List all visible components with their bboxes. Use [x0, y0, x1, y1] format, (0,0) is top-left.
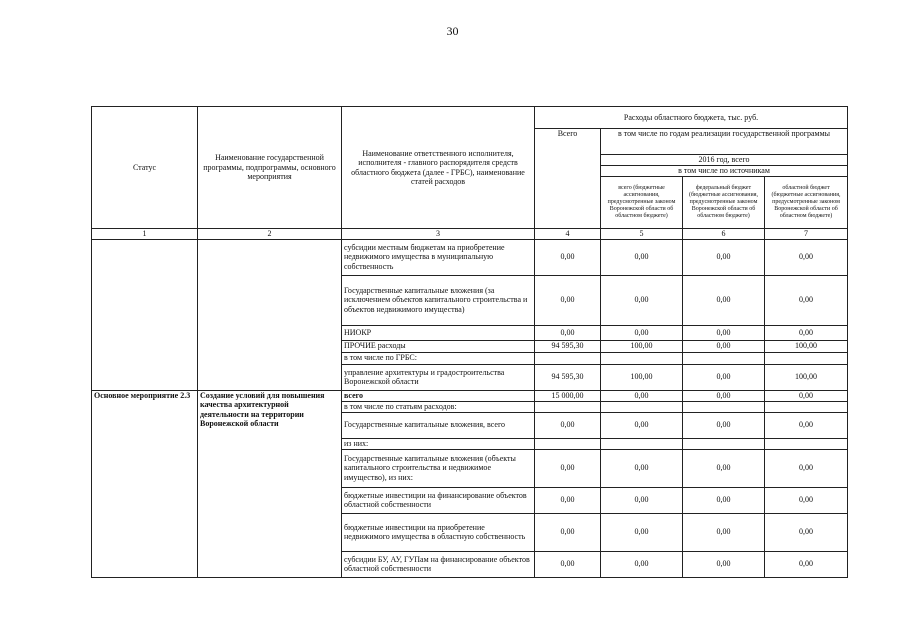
row-total: 15 000,00 — [535, 390, 601, 401]
row-federal: 0,00 — [683, 551, 765, 577]
row-total: 0,00 — [535, 239, 601, 275]
row-regional: 0,00 — [765, 487, 848, 513]
row-name: Государственные капитальные вложения (объекты капитального строительства и недвижимое имущество), из них: — [342, 449, 535, 487]
row-name: в том числе по ГРБС: — [342, 352, 535, 364]
header-source-federal: федеральный бюджет (бюджетные ассигнования, предусмотренные законом Воронежской области об областном бюджете) — [683, 177, 765, 229]
status-cell-empty — [92, 239, 198, 390]
program-cell-empty — [198, 239, 342, 390]
row-regional: 0,00 — [765, 412, 848, 438]
row-total: 0,00 — [535, 449, 601, 487]
column-index-row — [92, 229, 848, 240]
row-federal: 0,00 — [683, 513, 765, 551]
row-total: 0,00 — [535, 412, 601, 438]
column-index: 7 — [765, 229, 848, 240]
row-regional — [765, 352, 848, 364]
row-name: всего — [342, 390, 535, 401]
row-federal: 0,00 — [683, 412, 765, 438]
row-all: 0,00 — [601, 551, 683, 577]
row-name: ПРОЧИЕ расходы — [342, 340, 535, 352]
column-index: 1 — [92, 229, 198, 240]
row-name: из них: — [342, 438, 535, 449]
row-all: 0,00 — [601, 449, 683, 487]
header-expenses: Расходы областного бюджета, тыс. руб. — [535, 107, 848, 129]
row-federal: 0,00 — [683, 487, 765, 513]
header-status: Статус — [92, 107, 198, 229]
column-index: 4 — [535, 229, 601, 240]
row-all — [601, 352, 683, 364]
row-regional: 0,00 — [765, 239, 848, 275]
row-regional: 0,00 — [765, 449, 848, 487]
row-regional: 100,00 — [765, 364, 848, 390]
row-federal: 0,00 — [683, 340, 765, 352]
row-total — [535, 438, 601, 449]
row-federal — [683, 401, 765, 412]
header-source-all: всего (бюджетные ассигнования, предусмотренные законом Воронежской области об областном бюджете) — [601, 177, 683, 229]
program-cell: Создание условий для повышения качества архитектурной деятельности на территории Воронежской области — [198, 390, 342, 577]
row-regional: 0,00 — [765, 551, 848, 577]
header-source-regional: областной бюджет (бюджетные ассигнования, предусмотренные законом Воронежской области об областном бюджете) — [765, 177, 848, 229]
row-total: 94 595,30 — [535, 364, 601, 390]
row-all — [601, 401, 683, 412]
row-total: 0,00 — [535, 325, 601, 340]
row-regional: 0,00 — [765, 325, 848, 340]
status-cell: Основное мероприятие 2.3 — [92, 390, 198, 577]
row-regional: 100,00 — [765, 340, 848, 352]
row-all: 0,00 — [601, 325, 683, 340]
column-index: 6 — [683, 229, 765, 240]
row-federal: 0,00 — [683, 275, 765, 325]
row-all: 0,00 — [601, 513, 683, 551]
row-federal: 0,00 — [683, 325, 765, 340]
row-name: субсидии местным бюджетам на приобретение недвижимого имущества в муниципальную собственность — [342, 239, 535, 275]
row-name: Государственные капитальные вложения (за исключением объектов капитального строительства и объектов недвижимого имущества) — [342, 275, 535, 325]
row-federal — [683, 352, 765, 364]
table-row — [92, 239, 848, 275]
row-all: 0,00 — [601, 239, 683, 275]
row-regional: 0,00 — [765, 513, 848, 551]
row-total: 94 595,30 — [535, 340, 601, 352]
page-number: 30 — [446, 24, 459, 38]
column-index: 3 — [342, 229, 535, 240]
row-regional — [765, 438, 848, 449]
row-federal: 0,00 — [683, 364, 765, 390]
row-total: 0,00 — [535, 551, 601, 577]
header-by-sources: в том числе по источникам — [601, 166, 848, 177]
row-all: 0,00 — [601, 390, 683, 401]
row-federal — [683, 438, 765, 449]
column-index: 2 — [198, 229, 342, 240]
header-total: Всего — [535, 129, 601, 229]
row-federal: 0,00 — [683, 390, 765, 401]
row-name: НИОКР — [342, 325, 535, 340]
row-all: 100,00 — [601, 340, 683, 352]
row-total — [535, 401, 601, 412]
row-total: 0,00 — [535, 275, 601, 325]
row-all — [601, 438, 683, 449]
row-name: бюджетные инвестиции на приобретение недвижимого имущества в областную собственность — [342, 513, 535, 551]
row-regional — [765, 401, 848, 412]
row-name: субсидии БУ, АУ, ГУПам на финансирование объектов областной собственности — [342, 551, 535, 577]
header-program-name: Наименование государственной программы, подпрограммы, основного мероприятия — [198, 107, 342, 229]
budget-table — [91, 106, 848, 578]
header-by-years: в том числе по годам реализации государственной программы — [601, 129, 848, 155]
table-row — [92, 390, 848, 401]
row-total: 0,00 — [535, 513, 601, 551]
header-year-total: 2016 год, всего — [601, 155, 848, 166]
row-federal: 0,00 — [683, 239, 765, 275]
row-federal: 0,00 — [683, 449, 765, 487]
header-executor: Наименование ответственного исполнителя, исполнителя - главного распорядителя средств областного бюджета (далее - ГРБС), наименование статей расходов — [342, 107, 535, 229]
row-total: 0,00 — [535, 487, 601, 513]
column-index: 5 — [601, 229, 683, 240]
row-regional: 0,00 — [765, 275, 848, 325]
row-regional: 0,00 — [765, 390, 848, 401]
row-name: управление архитектуры и градостроительства Воронежской области — [342, 364, 535, 390]
row-total — [535, 352, 601, 364]
row-all: 0,00 — [601, 487, 683, 513]
row-name: бюджетные инвестиции на финансирование объектов областной собственности — [342, 487, 535, 513]
row-all: 100,00 — [601, 364, 683, 390]
row-all: 0,00 — [601, 275, 683, 325]
row-name: Государственные капитальные вложения, всего — [342, 412, 535, 438]
row-name: в том числе по статьям расходов: — [342, 401, 535, 412]
row-all: 0,00 — [601, 412, 683, 438]
